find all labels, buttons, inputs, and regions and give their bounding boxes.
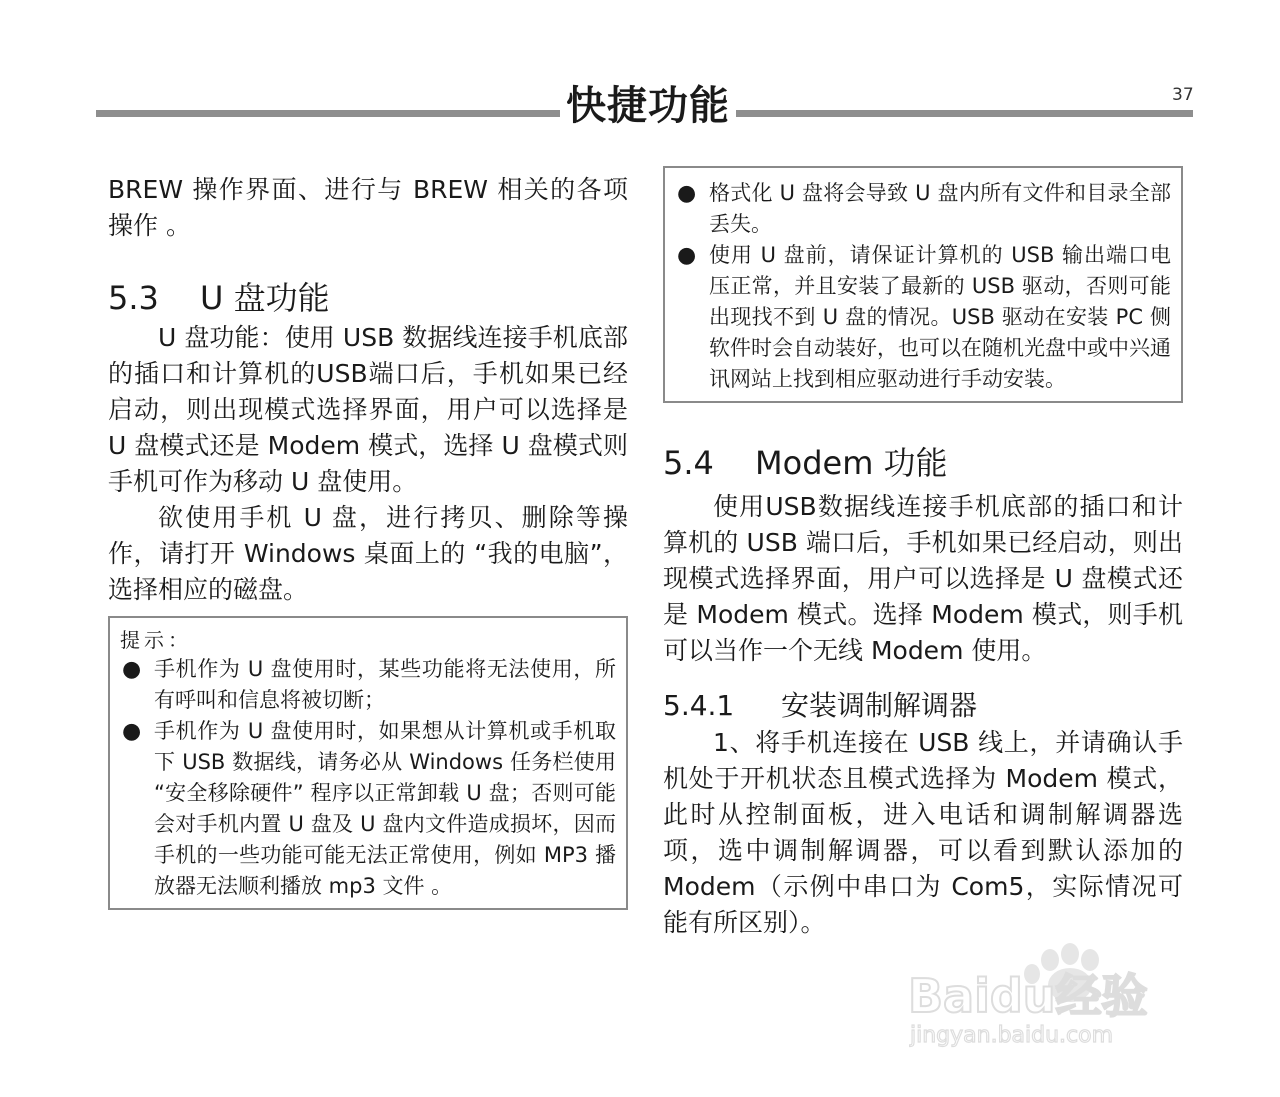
tip-list xyxy=(120,654,616,902)
section-title: U 盘功能 xyxy=(200,279,330,317)
page-number: 37 xyxy=(1172,85,1194,105)
section-5-4-para: 使用USB数据线连接手机底部的插口和计算机的 USB 端口后，手机如果已经启动，则出现模式选择界面，用户可以选择是 U 盘模式还是 Modem 模式。选择 Modem 模式，则手机可以当作一个无线 Modem 使用。 xyxy=(663,492,1183,665)
section-5-4-heading xyxy=(663,443,1183,483)
tip-box xyxy=(108,616,628,910)
intro-continuation: BREW 操作界面、进行与 BREW 相关的各项操作 。 xyxy=(108,175,628,240)
warning-item-text: 使用 U 盘前，请保证计算机的 USB 输出端口电压正常，并且安装了最新的 USB 驱动，否则可能出现找不到 U 盘的情况。USB 驱动在安装 PC 侧软件时会自动装好，也可以在随机光盘中或中兴通讯网站上找到相应驱动进行手动安装。 xyxy=(709,243,1171,391)
bullet-icon: ● xyxy=(677,181,697,206)
watermark-url: jingyan.baidu.com xyxy=(910,1023,1114,1048)
tip-item-text: 手机作为 U 盘使用时，某些功能将无法使用，所有呼叫和信息将被切断； xyxy=(154,657,616,712)
watermark-logo: Baidu经验 xyxy=(908,969,1148,1023)
section-number: 5.4 xyxy=(663,444,714,482)
section-number: 5.4.1 xyxy=(663,689,735,722)
section-title: Modem 功能 xyxy=(755,444,948,482)
bullet-icon: ● xyxy=(122,719,142,744)
section-5-3-para-1: U 盘功能：使用 USB 数据线连接手机底部的插口和计算机的USB端口后，手机如果已经启动，则出现模式选择界面，用户可以选择是 U 盘模式还是 Modem 模式，选择 U 盘模式则手机可作为移动 U 盘使用。 xyxy=(108,323,628,496)
bullet-icon: ● xyxy=(677,243,697,268)
section-5-3-heading xyxy=(108,278,628,318)
right-column xyxy=(663,166,1183,941)
tip-item-text: 手机作为 U 盘使用时，如果想从计算机或手机取下 USB 数据线，请务必从 Windows 任务栏使用 “安全移除硬件” 程序以正常卸载 U 盘；否则可能会对手机内置 U 盘及 U 盘内文件造成损坏，因而手机的一些功能可能无法正常使用，例如 MP3 播放器无法顺利播放 mp3 文件 。 xyxy=(154,719,616,898)
tip-title: 提示： xyxy=(120,628,192,652)
section-number: 5.3 xyxy=(108,279,159,317)
warning-item-text: 格式化 U 盘将会导致 U 盘内所有文件和目录全部丢失。 xyxy=(709,181,1171,236)
section-title: 安装调制解调器 xyxy=(781,689,978,722)
list-item xyxy=(120,716,616,902)
section-5-3-para-2: 欲使用手机 U 盘，进行拷贝、删除等操作，请打开 Windows 桌面上的 “我的电脑”，选择相应的磁盘。 xyxy=(108,503,628,604)
section-5-4-1-para: 1、将手机连接在 USB 线上，并请确认手机处于开机状态且模式选择为 Modem 模式，此时从控制面板，进入电话和调制解调器选项，选中调制解调器，可以看到默认添加的 Modem（示例中串口为 Com5，实际情况可能有所区别）。 xyxy=(663,728,1183,937)
page-title: 快捷功能 xyxy=(560,80,736,132)
section-5-4-1-heading xyxy=(663,687,1183,725)
warning-list xyxy=(675,178,1171,395)
warning-box xyxy=(663,166,1183,403)
list-item xyxy=(120,654,616,716)
left-column xyxy=(108,172,628,910)
baidu-jingyan-watermark xyxy=(900,940,1200,1050)
list-item xyxy=(675,240,1171,395)
list-item xyxy=(675,178,1171,240)
bullet-icon: ● xyxy=(122,657,142,682)
